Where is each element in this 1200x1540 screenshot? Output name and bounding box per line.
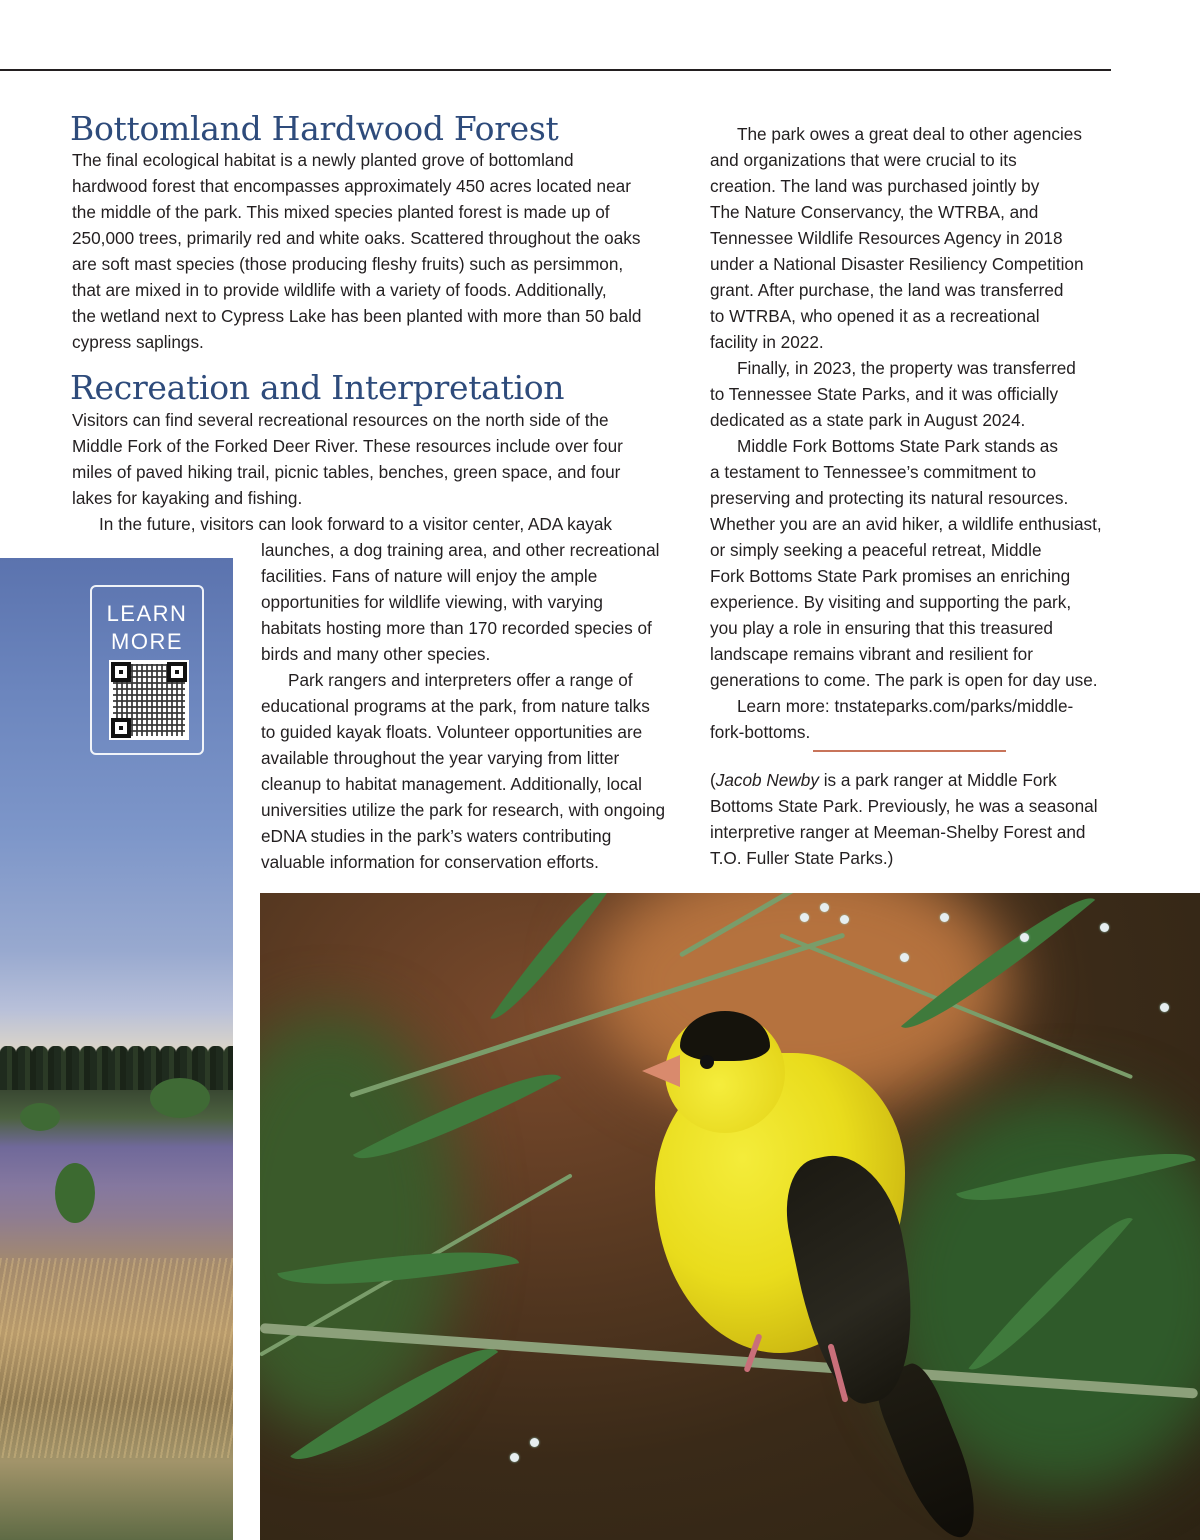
flower (510, 1453, 519, 1462)
text-line: you play a role in ensuring that this treasured (710, 618, 1053, 638)
text-line: Whether you are an avid hiker, a wildlife enthusiast, (710, 514, 1102, 534)
text-line: eDNA studies in the park’s waters contributing (261, 826, 612, 846)
text-line: Fork Bottoms State Park promises an enriching (710, 566, 1071, 586)
text-line: In the future, visitors can look forward to a visitor center, ADA kayak (99, 514, 612, 534)
author-bio (710, 767, 1130, 871)
text-line: to guided kayak floats. Volunteer opportunities are (261, 722, 643, 742)
text-line: habitats hosting more than 170 recorded species of (261, 618, 652, 638)
text-line: The final ecological habitat is a newly planted grove of bottomland (72, 150, 574, 170)
flower (1160, 1003, 1169, 1012)
text-line: 250,000 trees, primarily red and white oaks. Scattered throughout the oaks (72, 228, 641, 248)
top-rule (0, 69, 1111, 71)
qr-finder (111, 718, 131, 738)
bio-line: Bottoms State Park. Previously, he was a seasonal (710, 796, 1098, 816)
qr-code-icon[interactable] (109, 660, 189, 740)
qr-finder (167, 662, 187, 682)
flower (840, 915, 849, 924)
text-line: birds and many other species. (261, 644, 491, 664)
text-line: The Nature Conservancy, the WTRBA, and (710, 202, 1039, 222)
future-paragraph (261, 537, 691, 875)
text-line: The park owes a great deal to other agencies (737, 124, 1082, 144)
text-line: landscape remains vibrant and resilient for (710, 644, 1033, 664)
text-line: lakes for kayaking and fishing. (72, 488, 303, 508)
text-line: valuable information for conservation efforts. (261, 852, 599, 872)
text-line: miles of paved hiking trail, picnic tables, benches, green space, and four (72, 462, 621, 482)
bio-line: T.O. Fuller State Parks.) (710, 848, 894, 868)
text-line: are soft mast species (those producing fleshy fruits) such as persimmon, (72, 254, 624, 274)
text-line: Park rangers and interpreters offer a range of (288, 670, 633, 690)
heading-bottomland: Bottomland Hardwood Forest (70, 109, 559, 148)
text-line: the middle of the park. This mixed species planted forest is made up of (72, 202, 610, 222)
more-label: MORE (111, 629, 183, 654)
text-line: under a National Disaster Resiliency Competition (710, 254, 1084, 274)
qr-callout[interactable] (90, 585, 204, 755)
author-name: Jacob Newby (715, 770, 819, 790)
text-line: grant. After purchase, the land was transferred (710, 280, 1064, 300)
text-line: Tennessee Wildlife Resources Agency in 2018 (710, 228, 1063, 248)
shrub (150, 1078, 210, 1118)
bottomland-paragraph (72, 147, 692, 355)
text-line: preserving and protecting its natural resources. (710, 488, 1069, 508)
right-column-text (710, 121, 1130, 745)
text-line: or simply seeking a peaceful retreat, Middle (710, 540, 1042, 560)
flower (900, 953, 909, 962)
learn-more-line: Learn more: tnstateparks.com/parks/middle- (737, 696, 1074, 716)
text-line: Finally, in 2023, the property was transferred (737, 358, 1076, 378)
heading-recreation: Recreation and Interpretation (70, 368, 565, 407)
text-line: educational programs at the park, from nature talks (261, 696, 650, 716)
text-line: to Tennessee State Parks, and it was officially (710, 384, 1059, 404)
text-line: facilities. Fans of nature will enjoy the ample (261, 566, 598, 586)
learn-more-label (92, 600, 202, 656)
recreation-paragraph (72, 407, 692, 537)
text-line: Middle Fork Bottoms State Park stands as (737, 436, 1058, 456)
text-line: cypress saplings. (72, 332, 204, 352)
text-line: Middle Fork of the Forked Deer River. These resources include over four (72, 436, 623, 456)
text-line: launches, a dog training area, and other recreational (261, 540, 660, 560)
shrub (20, 1103, 60, 1131)
text-line: universities utilize the park for research, with ongoing (261, 800, 666, 820)
text-line: creation. The land was purchased jointly by (710, 176, 1040, 196)
text-line: and organizations that were crucial to its (710, 150, 1017, 170)
grass (0, 1258, 233, 1458)
flower (1020, 933, 1029, 942)
text-line: available throughout the year varying from litter (261, 748, 620, 768)
text-line: to WTRBA, who opened it as a recreational (710, 306, 1040, 326)
text-line: cleanup to habitat management. Additionally, local (261, 774, 642, 794)
bio-open-paren: ( (710, 770, 716, 790)
flower (1100, 923, 1109, 932)
bio-line-rest: is a park ranger at Middle Fork (818, 770, 1057, 790)
learn-more-line: fork-bottoms. (710, 722, 811, 742)
text-line: that are mixed in to provide wildlife with a variety of foods. Additionally, (72, 280, 607, 300)
goldfinch-photo (260, 893, 1200, 1540)
flower (530, 1438, 539, 1447)
bio-line (710, 767, 1130, 793)
bird-beak (642, 1055, 680, 1087)
text-line: the wetland next to Cypress Lake has been planted with more than 50 bald (72, 306, 642, 326)
text-line: a testament to Tennessee’s commitment to (710, 462, 1037, 482)
text-line: facility in 2022. (710, 332, 824, 352)
learn-label: LEARN (106, 601, 188, 626)
text-line: Visitors can find several recreational resources on the north side of the (72, 410, 609, 430)
shrub (55, 1163, 95, 1223)
text-line: opportunities for wildlife viewing, with varying (261, 592, 603, 612)
section-divider (813, 750, 1006, 752)
bio-line: interpretive ranger at Meeman-Shelby Forest and (710, 822, 1086, 842)
qr-finder (111, 662, 131, 682)
bird-eye (700, 1055, 714, 1069)
flower (820, 903, 829, 912)
flower (940, 913, 949, 922)
flower (800, 913, 809, 922)
text-line: hardwood forest that encompasses approximately 450 acres located near (72, 176, 631, 196)
text-line: experience. By visiting and supporting the park, (710, 592, 1072, 612)
text-line: generations to come. The park is open for day use. (710, 670, 1098, 690)
text-line: dedicated as a state park in August 2024. (710, 410, 1026, 430)
